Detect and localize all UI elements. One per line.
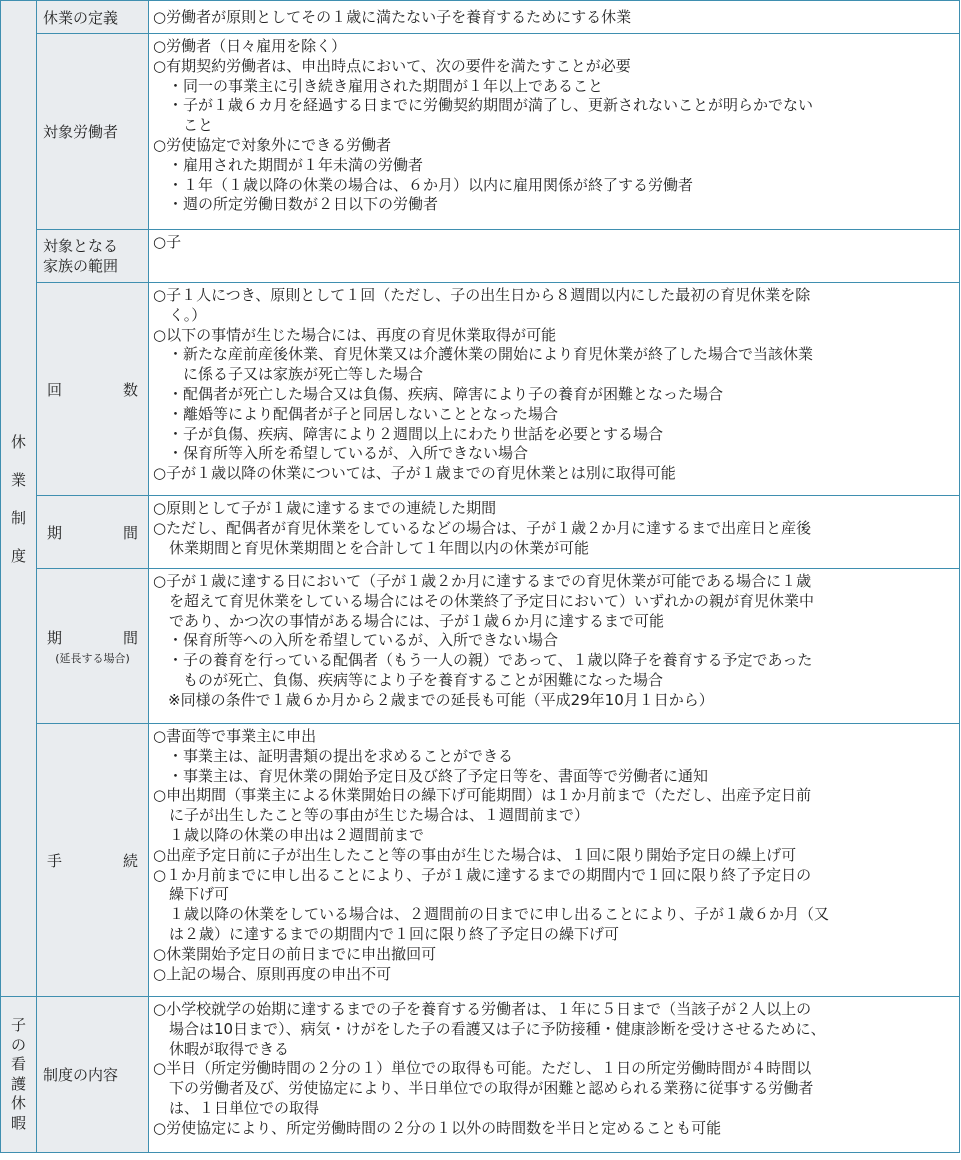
row-target-workers — [1, 34, 960, 230]
content-line: １歳以降の休業の申出は２週間前まで — [169, 825, 425, 844]
content-line: ○労使協定により、所定労働時間の２分の１以外の時間数を半日と定めることも可能 — [153, 1118, 722, 1137]
side-char: 度 — [10, 546, 26, 565]
label-text: 数 — [122, 380, 138, 399]
content-line: ○休業開始予定日の前日までに申出撤回可 — [153, 944, 437, 963]
side-char: 休 — [10, 432, 26, 451]
label-text: 家族の範囲 — [43, 257, 119, 275]
content-count — [149, 283, 960, 496]
label-text: 期 — [47, 523, 63, 542]
content-line: ○小学校就学の始期に達するまでの子を養育する労働者は、１年に５日まで（当該子が２人以上の — [153, 1000, 812, 1018]
content-line: ○ただし、配偶者が育児休業をしているなどの場合は、子が１歳２か月に達するまで出産日と産後 — [153, 518, 812, 537]
label-target-workers — [37, 34, 149, 230]
content-line: ○以下の事情が生じた場合には、再度の育児休業取得が可能 — [153, 325, 557, 344]
label-care-leave — [37, 997, 149, 1153]
label-subtext: (延長する場合) — [55, 651, 130, 665]
content-care-leave — [149, 997, 960, 1153]
content-line: ・週の所定労働日数が２日以下の労働者 — [168, 195, 439, 214]
side-char: の — [10, 1035, 26, 1054]
label-text: 回 — [47, 380, 63, 399]
content-line: ○子が１歳に達する日において（子が１歳２か月に達するまでの育児休業が可能である場合に１歳 — [153, 572, 812, 590]
side-char: 休 — [10, 1094, 26, 1112]
label-definition — [37, 1, 149, 34]
content-line: ・保育所等への入所を希望しているが、入所できない場合 — [168, 631, 559, 650]
content-line: ※同様の条件で１歳６か月から２歳までの延長も可能（平成29年10月１日から） — [168, 690, 714, 709]
content-line: ○半日（所定労働時間の２分の１）単位での取得も可能。ただし、１日の所定労働時間が４時間以 — [153, 1059, 812, 1078]
content-line: 休業期間と育児休業期間とを合計して１年間以内の休業が可能 — [169, 538, 590, 557]
side-char: 制 — [10, 508, 26, 527]
row-family-scope — [1, 230, 960, 283]
content-line: ○労働者が原則としてその１歳に満たない子を養育するためにする休業 — [153, 7, 632, 26]
content-line: ・１年（１歳以降の休業の場合は、６か月）以内に雇用関係が終了する労働者 — [168, 175, 694, 194]
row-count — [1, 283, 960, 496]
row-procedure — [1, 724, 960, 997]
content-line: ○子１人につき、原則として１回（ただし、子の出生日から８週間以内にした最初の育児休業を除 — [153, 286, 811, 304]
content-line: は、１日単位での取得 — [169, 1098, 320, 1117]
side-label-kyugyo-seido — [1, 1, 37, 997]
content-line: 繰下げ可 — [169, 885, 230, 904]
label-family-scope — [37, 230, 149, 283]
content-line: ○１か月前までに申し出ることにより、子が１歳に達するまでの期間内で１回に限り終了予定日の — [153, 865, 812, 884]
content-period-extension — [149, 569, 960, 724]
content-line: ものが死亡、負傷、疾病等により子を養育することが困難になった場合 — [183, 670, 664, 689]
content-line: ○労使協定で対象外にできる労働者 — [153, 135, 392, 154]
content-line: ・子の養育を行っている配偶者（もう一人の親）であって、１歳以降子を養育する予定であった — [168, 651, 813, 670]
side-char: 子 — [10, 1016, 26, 1034]
content-line: 場合は10日まで）、病気・けがをした子の看護又は子に予防接種・健康診断を受けさせるために、 — [169, 1019, 826, 1038]
content-line: ・同一の事業主に引き続き雇用された期間が１年以上であること — [168, 76, 604, 95]
label-period — [37, 496, 149, 569]
label-period-extension — [37, 569, 149, 724]
content-line: ・配偶者が死亡した場合又は負傷、疾病、障害により子の養育が困難となった場合 — [168, 384, 724, 403]
content-line: ○子が１歳以降の休業については、子が１歳までの育児休業とは別に取得可能 — [153, 464, 676, 483]
label-text: 手 — [47, 851, 63, 870]
content-line: に係る子又は家族が死亡等した場合 — [183, 365, 424, 384]
content-line: ・事業主は、証明書類の提出を求めることができる — [168, 746, 514, 765]
side-char: 護 — [10, 1074, 26, 1093]
row-period — [1, 496, 960, 569]
content-line: 休暇が取得できる — [169, 1039, 290, 1058]
content-definition — [149, 1, 960, 34]
content-line: ○出産予定日前に子が出生したこと等の事由が生じた場合は、１回に限り開始予定日の繰上げ可 — [153, 845, 797, 864]
side-char: 看 — [10, 1055, 26, 1073]
content-line: ○書面等で事業主に申出 — [153, 727, 317, 745]
label-text: 制度の内容 — [43, 1066, 119, 1084]
side-label-kango-kyuka — [1, 997, 37, 1153]
content-line: は２歳）に達するまでの期間内で１回に限り終了予定日の繰下げ可 — [169, 924, 620, 943]
content-line: ○有期契約労働者は、申出時点において、次の要件を満たすことが必要 — [153, 56, 631, 75]
content-target-workers — [149, 34, 960, 230]
row-care-leave — [1, 997, 960, 1153]
content-line: 下の労働者及び、労使協定により、半日単位での取得が困難と認められる業務に従事する労働者 — [169, 1079, 814, 1098]
label-count — [37, 283, 149, 496]
content-line: ○申出期間（事業主による休業開始日の繰下げ可能期間）は１か月前まで（ただし、出産予定日前 — [153, 786, 812, 805]
label-text: 期 — [47, 628, 63, 647]
content-procedure — [149, 724, 960, 997]
row-definition — [1, 1, 960, 34]
content-line: ・事業主は、育児休業の開始予定日及び終了予定日等を、書面等で労働者に通知 — [168, 766, 709, 785]
side-char: 暇 — [10, 1113, 26, 1132]
content-line: ○上記の場合、原則再度の申出不可 — [153, 964, 392, 983]
label-text: 続 — [122, 851, 138, 870]
content-period — [149, 496, 960, 569]
label-text: 間 — [122, 523, 138, 542]
content-line: ○原則として子が１歳に達するまでの連続した期間 — [153, 499, 497, 517]
content-family-scope — [149, 230, 960, 283]
content-line: く。） — [169, 305, 207, 324]
content-line: ・保育所等入所を希望しているが、入所できない場合 — [168, 444, 529, 463]
content-line: ・子が１歳６カ月を経過する日までに労働契約期間が満了し、更新されないことが明らかでない — [168, 96, 814, 115]
content-line: こと — [183, 116, 214, 135]
content-line: ・離婚等により配偶者が子と同居しないこととなった場合 — [168, 404, 559, 423]
side-char: 業 — [10, 470, 26, 489]
label-text: 休業の定義 — [43, 8, 119, 27]
content-line: １歳以降の休業をしている場合は、２週間前の日までに申し出ることにより、子が１歳６か月（又 — [169, 905, 830, 924]
label-text: 対象労働者 — [43, 123, 119, 141]
content-line: ○労働者（日々雇用を除く） — [153, 37, 347, 55]
content-line: ・子が負傷、疾病、障害により２週間以上にわたり世話を必要とする場合 — [168, 424, 664, 443]
content-line: であり、かつ次の事情がある場合には、子が１歳６か月に達するまで可能 — [169, 611, 665, 630]
content-line: ・雇用された期間が１年未満の労働者 — [168, 155, 424, 174]
label-text: 間 — [122, 628, 138, 647]
content-line: ○子 — [153, 233, 182, 251]
label-text: 対象となる — [43, 237, 119, 255]
content-line: ・新たな産前産後休業、育児休業又は介護休業の開始により育児休業が終了した場合で当該休業 — [168, 345, 814, 364]
row-period-extension — [1, 569, 960, 724]
content-line: を超えて育児休業をしている場合にはその休業終了予定日において）いずれかの親が育児休業中 — [169, 591, 815, 610]
label-procedure — [37, 724, 149, 997]
content-line: に子が出生したこと等の事由が生じた場合は、１週間前まで） — [169, 806, 590, 825]
